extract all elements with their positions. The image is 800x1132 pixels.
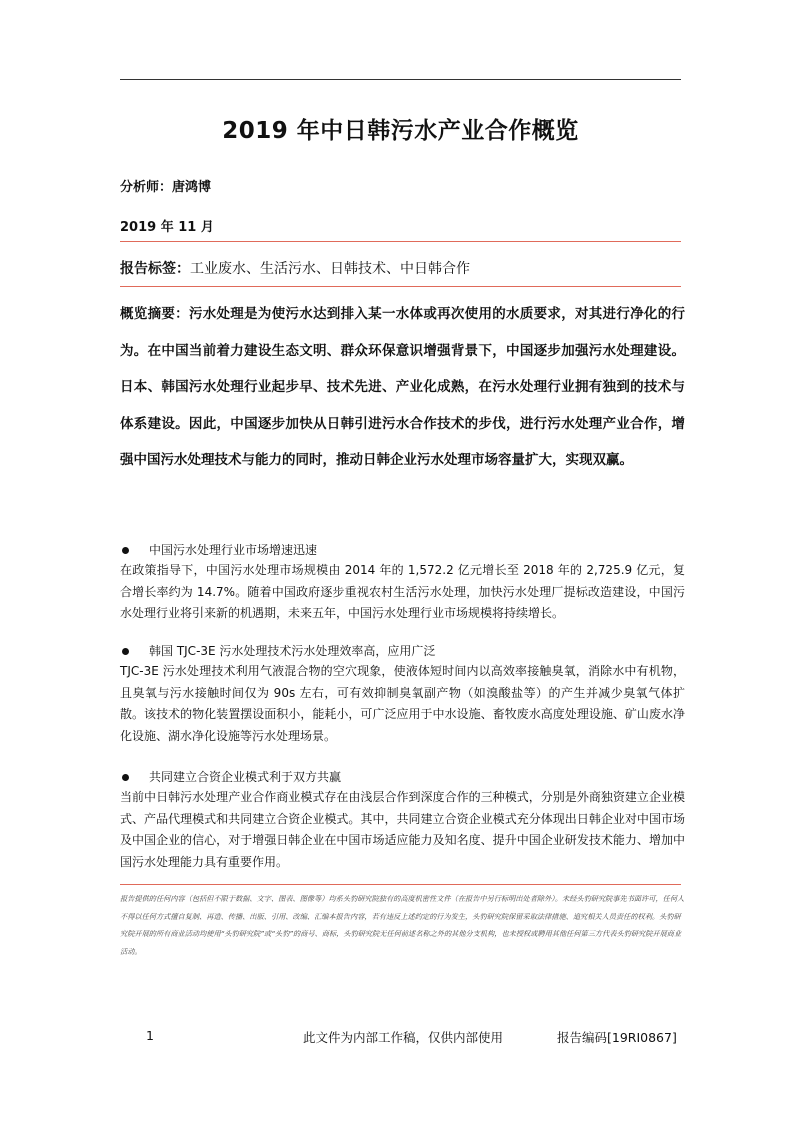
section <box>120 641 685 747</box>
report-tags <box>120 258 470 278</box>
report-date: 2019 年 11 月 <box>120 220 214 235</box>
section-body: TJC-3E 污水处理技术利用气液混合物的空穴现象，使液体短时间内以高效率接触臭氧，消除水中有机物，且臭氧与污水接触时间仅为 90s 左右，可有效抑制臭氧副产物（如溴酸盐等）的产生并减少臭氧气体扩散。该技术的物化装置摆设面积小，能耗小，可广泛应用于中水设施、畜牧废水高度处理设施、矿山废水净化设施、湖水净化设施等污水处理场景。 <box>120 664 685 743</box>
section <box>120 540 685 625</box>
bullet-icon <box>122 648 129 655</box>
disclaimer: 报告提供的任何内容（包括但不限于数据、文字、图表、图像等）均系头豹研究院独有的高度机密性文件（在报告中另行标明出处者除外）。未经头豹研究院事先书面许可，任何人不得以任何方式擅自复制、再造、传播、出版、引用、改编、汇编本报告内容，若有违反上述约定的行为发生，头豹研究院保留采取法律措施、追究相关人员责任的权利。头豹研究院开展的所有商业活动均使用“头豹研究院”或“头豹”的商号、商标，头豹研究院无任何前述名称之外的其他分支机构，也未授权或聘用其他任何第三方代表头豹研究院开展商业活动。 <box>120 894 685 956</box>
analyst: 分析师：唐鸿博 <box>120 180 212 195</box>
divider <box>120 241 681 242</box>
section-heading-text: 中国污水处理行业市场增速迅速 <box>149 543 318 557</box>
tags-value: 工业废水、生活污水、日韩技术、中日韩合作 <box>190 261 470 277</box>
section-heading-text: 共同建立合资企业模式利于双方共赢 <box>149 770 342 784</box>
section-heading <box>120 767 685 787</box>
divider <box>120 884 681 885</box>
section <box>120 767 685 873</box>
abstract-text: 污水处理是为使污水达到排入某一水体或再次使用的水质要求，对其进行净化的行为。在中国当前着力建设生态文明、群众环保意识增强背景下，中国逐步加强污水处理建设。日本、韩国污水处理行业起步早、技术先进、产业化成熟，在污水处理行业拥有独到的技术与体系建设。因此，中国逐步加快从日韩引进污水合作技术的步伐，进行污水处理产业合作，增强中国污水处理技术与能力的同时，推动日韩企业污水处理市场容量扩大，实现双赢。 <box>120 306 685 468</box>
section-body: 在政策指导下，中国污水处理市场规模由 2014 年的 1,572.2 亿元增长至 2018 年的 2,725.9 亿元，复合增长率约为 14.7%。随着中国政府逐步重视农村生活污水处理，加快污水处理厂提标改造建设，中国污水处理行业将引来新的机遇期，未来五年，中国污水处理行业市场规模将持续增长。 <box>120 563 685 620</box>
tags-label: 报告标签： <box>120 261 190 277</box>
section-heading-text: 韩国 TJC-3E 污水处理技术污水处理效率高，应用广泛 <box>149 644 436 658</box>
header-rule <box>120 79 681 80</box>
bullet-icon <box>122 547 129 554</box>
abstract-label: 概览摘要： <box>120 306 189 322</box>
section-heading <box>120 641 685 661</box>
bullet-icon <box>122 774 129 781</box>
divider <box>120 286 681 287</box>
internal-notice: 此文件为内部工作稿，仅供内部使用 <box>303 1030 504 1045</box>
report-code: 报告编码[19RI0867] <box>557 1030 677 1045</box>
document-title: 2019 年中日韩污水产业合作概览 <box>222 118 579 144</box>
section-heading <box>120 540 685 560</box>
page-number: 1 <box>146 1028 154 1043</box>
section-body: 当前中日韩污水处理产业合作商业模式存在由浅层合作到深度合作的三种模式，分别是外商独资建立企业模式、产品代理模式和共同建立合资企业模式。其中，共同建立合资企业模式充分体现出日韩企业对中国市场及中国企业的信心，对于增强日韩企业在中国市场适应能力及知名度、提升中国企业研发技术能力、增加中国污水处理能力具有重要作用。 <box>120 790 685 869</box>
abstract <box>120 296 685 479</box>
